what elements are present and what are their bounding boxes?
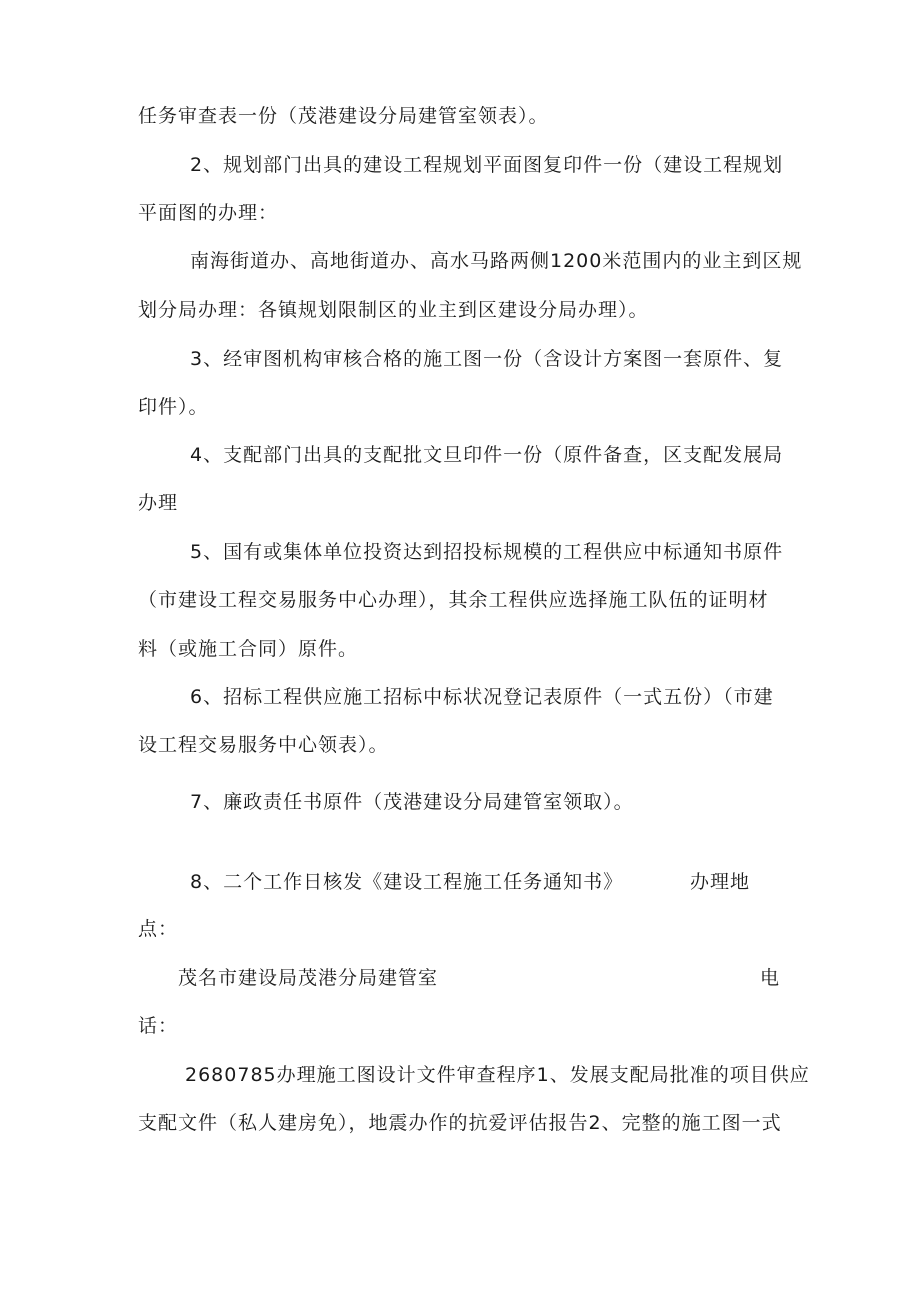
text-line-right: 办理地 [690, 871, 751, 893]
text-line: 8、二个工作日核发《建设工程施工任务通知书》 [190, 871, 624, 893]
text-line: 料（或施工合同）原件。 [138, 638, 359, 660]
text-line-right: 电 [760, 967, 781, 989]
text-line: 话： [138, 1015, 179, 1037]
text-line: 点： [138, 918, 179, 940]
text-line: 茂名市建设局茂港分局建管室 [178, 967, 439, 989]
text-line: 南海街道办、高地街道办、高水马路两侧1200米范围内的业主到区规 [190, 250, 803, 272]
text-line: 划分局办理：各镇规划限制区的业主到区建设分局办理）。 [138, 299, 649, 321]
text-line: 设工程交易服务中心领表）。 [138, 734, 389, 756]
text-line: 任务审查表一份（茂港建设分局建管室领表）。 [138, 105, 549, 127]
text-line: 2、规划部门出具的建设工程规划平面图复印件一份（建设工程规划 [190, 154, 784, 176]
text-line: 2680785办理施工图设计文件审查程序1、发展支配局批准的项目供应 [185, 1064, 810, 1086]
text-line: 4、支配部门出具的支配批文旦印件一份（原件备查，区支配发展局 [190, 444, 784, 466]
text-line: 6、招标工程供应施工招标中标状况登记表原件（一式五份）（市建 [190, 686, 774, 708]
text-line: 7、廉政责任书原件（茂港建设分局建管室领取）。 [190, 791, 634, 813]
text-line: 支配文件（私人建房免），地震办作的抗爱评估报告2、完整的施工图一式 [138, 1112, 782, 1134]
text-line: （市建设工程交易服务中心办理），其余工程供应选择施工队伍的证明材 [138, 589, 769, 611]
text-line: 5、国有或集体单位投资达到招投标规模的工程供应中标通知书原件 [190, 541, 784, 563]
text-line: 印件）。 [138, 396, 209, 418]
text-line: 办理 [138, 492, 179, 514]
text-line: 3、经审图机构审核合格的施工图一份（含设计方案图一套原件、复 [190, 348, 784, 370]
text-line: 平面图的办理： [138, 202, 279, 224]
